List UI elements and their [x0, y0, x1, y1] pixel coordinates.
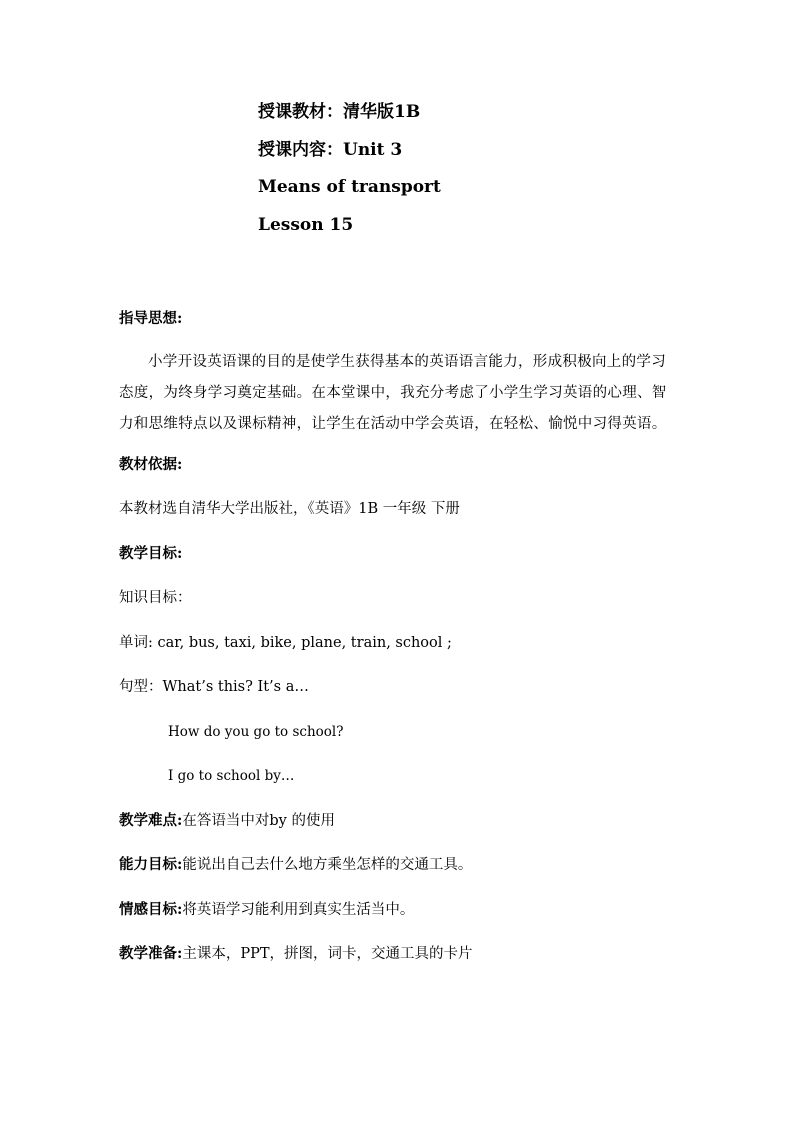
guiding-heading: 指导思想:	[119, 310, 183, 327]
content-line: 授课内容：Unit 3	[258, 139, 403, 160]
textbook-line: 授课教材：清华版1B	[258, 102, 421, 122]
lesson-header	[258, 94, 441, 244]
basis-text: 本教材选自清华大学出版社，《英语》1B 一年级 下册	[119, 501, 460, 517]
goals-heading: 教学目标:	[119, 544, 183, 562]
ability-line	[119, 843, 679, 888]
difficulty-label: 教学难点:	[119, 811, 183, 829]
emotion-label: 情感目标:	[119, 900, 183, 918]
sentence-pattern-line: 句型：What’s this? It’s a…	[119, 679, 309, 695]
basis-heading: 教材依据:	[119, 455, 183, 473]
vocabulary-line: 单词: car, bus, taxi, bike, plane, train, school ;	[119, 634, 452, 651]
knowledge-goal-label: 知识目标：	[119, 590, 192, 606]
emotion-line	[119, 888, 679, 933]
preparation-text: 主课本，PPT，拼图，词卡，交通工具的卡片	[182, 946, 473, 962]
ability-text: 能说出自己去什么地方乘坐怎样的交通工具。	[182, 857, 473, 873]
sentence-pattern-3: I go to school by…	[168, 768, 295, 784]
guiding-paragraph: 小学开设英语课的目的是使学生获得基本的英语语言能力，形成积极向上的学习态度，为终身学习奠定基础。在本堂课中，我充分考虑了小学生学习英语的心理、智 力和思维特点以及课标精神，让学生在活动中学会英语，在轻松、愉悦中习得英语。	[119, 353, 667, 432]
emotion-text: 将英语学习能利用到真实生活当中。	[182, 901, 415, 918]
preparation-line	[119, 932, 679, 977]
lesson-line: Lesson 15	[258, 214, 354, 235]
ability-label: 能力目标:	[119, 856, 183, 873]
topic-line: Means of transport	[258, 177, 441, 197]
lesson-plan-body	[119, 297, 679, 977]
difficulty-line	[119, 799, 679, 844]
sentence-pattern-2: How do you go to school?	[168, 723, 344, 740]
difficulty-text: 在答语当中对by 的使用	[182, 812, 335, 829]
preparation-label: 教学准备:	[119, 945, 183, 962]
